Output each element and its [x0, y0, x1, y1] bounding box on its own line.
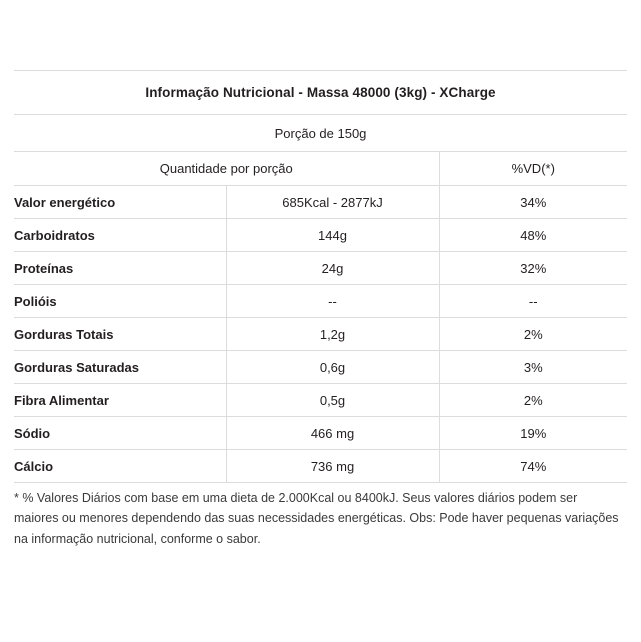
- column-header-daily-value: %VD(*): [439, 152, 627, 186]
- nutrient-name: Fibra Alimentar: [14, 384, 226, 417]
- nutrient-name: Polióis: [14, 285, 226, 318]
- nutrient-name: Gorduras Totais: [14, 318, 226, 351]
- nutrient-daily-value: 2%: [439, 318, 627, 351]
- nutrient-quantity: 144g: [226, 219, 439, 252]
- table-row-title: [14, 71, 627, 115]
- daily-value-footnote: * % Valores Diários com base em uma dieta de 2.000Kcal ou 8400kJ. Seus valores diários podem ser maiores ou menores dependendo das suas necessidades energéticas. Obs: Pode haver pequenas variações na informação nutricional, conforme o sabor.: [14, 491, 619, 546]
- table-row: [14, 219, 627, 252]
- table-row: [14, 450, 627, 483]
- table-row: [14, 285, 627, 318]
- column-header-quantity: Quantidade por porção: [14, 152, 439, 186]
- nutrient-name: Carboidratos: [14, 219, 226, 252]
- nutrient-name: Proteínas: [14, 252, 226, 285]
- table-row: [14, 186, 627, 219]
- nutrient-daily-value: 3%: [439, 351, 627, 384]
- nutrient-daily-value: 2%: [439, 384, 627, 417]
- table-row: [14, 252, 627, 285]
- table-row: [14, 318, 627, 351]
- nutrient-daily-value: 48%: [439, 219, 627, 252]
- nutrient-daily-value: 19%: [439, 417, 627, 450]
- nutrient-quantity: 0,6g: [226, 351, 439, 384]
- table-row: [14, 384, 627, 417]
- nutrient-name: Gorduras Saturadas: [14, 351, 226, 384]
- nutrient-daily-value: --: [439, 285, 627, 318]
- page-title: Informação Nutricional - Massa 48000 (3kg) - XCharge: [14, 71, 627, 115]
- nutrient-quantity: --: [226, 285, 439, 318]
- nutrient-daily-value: 74%: [439, 450, 627, 483]
- nutrient-quantity: 24g: [226, 252, 439, 285]
- nutrition-table: [14, 71, 627, 483]
- nutrient-daily-value: 34%: [439, 186, 627, 219]
- nutrient-quantity: 736 mg: [226, 450, 439, 483]
- nutrient-quantity: 685Kcal - 2877kJ: [226, 186, 439, 219]
- table-row-portion: [14, 115, 627, 152]
- nutrient-quantity: 0,5g: [226, 384, 439, 417]
- nutrition-table-container: [14, 70, 627, 483]
- nutrient-daily-value: 32%: [439, 252, 627, 285]
- table-row: [14, 351, 627, 384]
- nutrient-name: Valor energético: [14, 186, 226, 219]
- table-row-header: [14, 152, 627, 186]
- portion-label: Porção de 150g: [14, 115, 627, 152]
- table-row: [14, 417, 627, 450]
- nutrient-name: Sódio: [14, 417, 226, 450]
- nutrient-quantity: 1,2g: [226, 318, 439, 351]
- nutrient-name: Cálcio: [14, 450, 226, 483]
- nutrient-quantity: 466 mg: [226, 417, 439, 450]
